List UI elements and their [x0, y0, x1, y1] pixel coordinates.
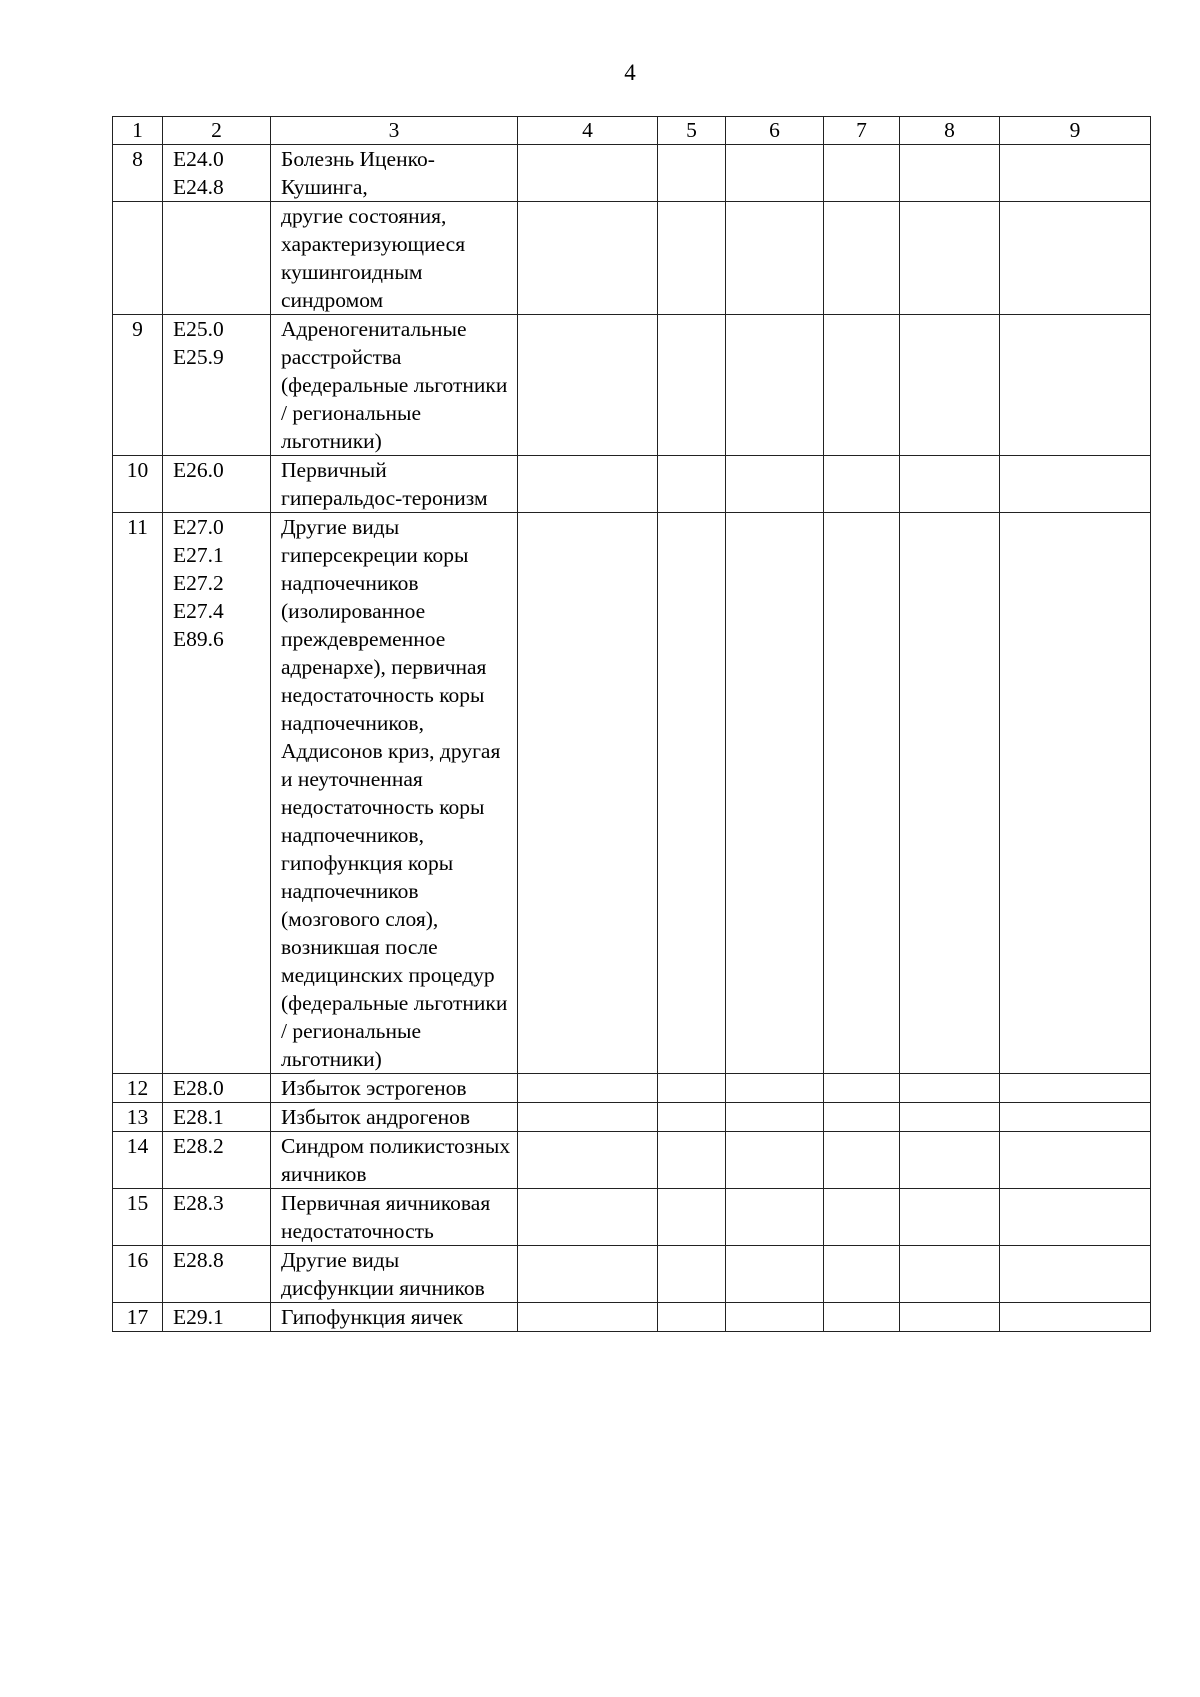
column-header: 8: [900, 117, 1000, 145]
icd-code: E28.1: [173, 1105, 224, 1129]
diagnosis-name: Адреногенитальные расстройства (федеральные льготники / региональные льготники): [271, 315, 518, 456]
diagnosis-name: Первичный гиперальдос-теронизм: [271, 456, 518, 513]
empty-cell: [824, 1303, 900, 1332]
empty-cell: [824, 1074, 900, 1103]
diagnosis-name: Другие виды дисфункции яичников: [271, 1246, 518, 1303]
diagnosis-name: Избыток андрогенов: [271, 1103, 518, 1132]
empty-cell: [518, 456, 658, 513]
column-header: 6: [726, 117, 824, 145]
empty-cell: [726, 1132, 824, 1189]
empty-cell: [518, 315, 658, 456]
column-header: 2: [163, 117, 271, 145]
diagnosis-name: Другие виды гиперсекреции коры надпочечников (изолированное преждевременное адренархе), первичная недостаточность коры надпочечников, Аддисонов криз, другая и неуточненная недостаточность коры надпочечников, гипофункция коры надпочечников (мозгового слоя), возникшая после медицинских процедур (федеральные льготники / региональные льготники): [271, 513, 518, 1074]
diagnosis-name: Болезнь Иценко-Кушинга,: [271, 145, 518, 202]
empty-cell: [824, 315, 900, 456]
icd-code: E27.2: [173, 571, 224, 595]
table-row: [113, 513, 1151, 1074]
empty-cell: [658, 513, 726, 1074]
icd-code: E24.8: [173, 175, 224, 199]
empty-cell: [518, 1189, 658, 1246]
empty-cell: [900, 1303, 1000, 1332]
table-row: [113, 1246, 1151, 1303]
empty-cell: [824, 1246, 900, 1303]
empty-cell: [518, 145, 658, 202]
diagnosis-name: Избыток эстрогенов: [271, 1074, 518, 1103]
empty-cell: [726, 1246, 824, 1303]
empty-cell: [658, 1189, 726, 1246]
icd-code: E26.0: [173, 458, 224, 482]
empty-cell: [900, 513, 1000, 1074]
icd-code: E29.1: [173, 1305, 224, 1329]
table-row: [113, 1103, 1151, 1132]
row-number: [113, 202, 163, 315]
empty-cell: [1000, 1074, 1151, 1103]
empty-cell: [726, 513, 824, 1074]
empty-cell: [658, 145, 726, 202]
diagnosis-table: [112, 116, 1151, 1332]
empty-cell: [518, 1132, 658, 1189]
empty-cell: [658, 456, 726, 513]
diagnosis-name: другие состояния, характеризующиеся кушингоидным синдромом: [271, 202, 518, 315]
icd-code: E28.0: [173, 1076, 224, 1100]
row-number: 10: [113, 456, 163, 513]
empty-cell: [900, 1103, 1000, 1132]
table-row: [113, 1189, 1151, 1246]
icd-code: E28.3: [173, 1191, 224, 1215]
empty-cell: [518, 513, 658, 1074]
table-row: [113, 1132, 1151, 1189]
empty-cell: [824, 1132, 900, 1189]
row-number: 16: [113, 1246, 163, 1303]
icd-codes-cell: [163, 315, 271, 456]
icd-codes-cell: [163, 1074, 271, 1103]
column-header: 5: [658, 117, 726, 145]
empty-cell: [726, 315, 824, 456]
empty-cell: [726, 145, 824, 202]
empty-cell: [518, 1303, 658, 1332]
empty-cell: [658, 1103, 726, 1132]
empty-cell: [900, 202, 1000, 315]
empty-cell: [1000, 1103, 1151, 1132]
empty-cell: [518, 1103, 658, 1132]
row-number: 8: [113, 145, 163, 202]
empty-cell: [726, 1189, 824, 1246]
empty-cell: [900, 145, 1000, 202]
column-header: 3: [271, 117, 518, 145]
icd-code: E27.4: [173, 599, 224, 623]
icd-codes-cell: [163, 513, 271, 1074]
empty-cell: [1000, 1132, 1151, 1189]
empty-cell: [1000, 1303, 1151, 1332]
empty-cell: [658, 202, 726, 315]
icd-codes-cell: [163, 1189, 271, 1246]
table-row: [113, 315, 1151, 456]
icd-codes-cell: [163, 202, 271, 315]
row-number: 17: [113, 1303, 163, 1332]
empty-cell: [900, 1189, 1000, 1246]
empty-cell: [900, 456, 1000, 513]
table-row: [113, 145, 1151, 202]
empty-cell: [658, 1074, 726, 1103]
empty-cell: [1000, 202, 1151, 315]
diagnosis-name: Гипофункция яичек: [271, 1303, 518, 1332]
empty-cell: [726, 1074, 824, 1103]
empty-cell: [658, 1132, 726, 1189]
empty-cell: [1000, 145, 1151, 202]
table-row: [113, 1303, 1151, 1332]
row-number: 14: [113, 1132, 163, 1189]
empty-cell: [726, 202, 824, 315]
icd-codes-cell: [163, 1303, 271, 1332]
empty-cell: [900, 1074, 1000, 1103]
icd-code: E28.8: [173, 1248, 224, 1272]
icd-codes-cell: [163, 145, 271, 202]
empty-cell: [824, 1189, 900, 1246]
icd-code: E27.0: [173, 515, 224, 539]
table-row: [113, 456, 1151, 513]
icd-codes-cell: [163, 1103, 271, 1132]
empty-cell: [726, 1103, 824, 1132]
icd-code: E27.1: [173, 543, 224, 567]
table-row: [113, 1074, 1151, 1103]
empty-cell: [1000, 513, 1151, 1074]
empty-cell: [824, 145, 900, 202]
empty-cell: [1000, 315, 1151, 456]
empty-cell: [900, 1132, 1000, 1189]
empty-cell: [726, 456, 824, 513]
empty-cell: [1000, 456, 1151, 513]
page-number: 4: [624, 60, 636, 85]
empty-cell: [658, 315, 726, 456]
empty-cell: [658, 1246, 726, 1303]
empty-cell: [824, 1103, 900, 1132]
column-header: 4: [518, 117, 658, 145]
header-row: [113, 117, 1151, 145]
diagnosis-name: Первичная яичниковая недостаточность: [271, 1189, 518, 1246]
diagnosis-name: Синдром поликистозных яичников: [271, 1132, 518, 1189]
table-row: [113, 202, 1151, 315]
row-number: 15: [113, 1189, 163, 1246]
empty-cell: [1000, 1189, 1151, 1246]
icd-codes-cell: [163, 1132, 271, 1189]
row-number: 11: [113, 513, 163, 1074]
empty-cell: [824, 456, 900, 513]
icd-code: E24.0: [173, 147, 224, 171]
row-number: 12: [113, 1074, 163, 1103]
empty-cell: [518, 1246, 658, 1303]
icd-code: E25.9: [173, 345, 224, 369]
column-header: 9: [1000, 117, 1151, 145]
empty-cell: [1000, 1246, 1151, 1303]
row-number: 9: [113, 315, 163, 456]
empty-cell: [726, 1303, 824, 1332]
empty-cell: [900, 315, 1000, 456]
icd-codes-cell: [163, 1246, 271, 1303]
column-header: 1: [113, 117, 163, 145]
empty-cell: [518, 1074, 658, 1103]
icd-code: E28.2: [173, 1134, 224, 1158]
icd-code: E89.6: [173, 627, 224, 651]
icd-codes-cell: [163, 456, 271, 513]
empty-cell: [518, 202, 658, 315]
empty-cell: [824, 202, 900, 315]
icd-code: E25.0: [173, 317, 224, 341]
column-header: 7: [824, 117, 900, 145]
row-number: 13: [113, 1103, 163, 1132]
empty-cell: [658, 1303, 726, 1332]
empty-cell: [824, 513, 900, 1074]
empty-cell: [900, 1246, 1000, 1303]
